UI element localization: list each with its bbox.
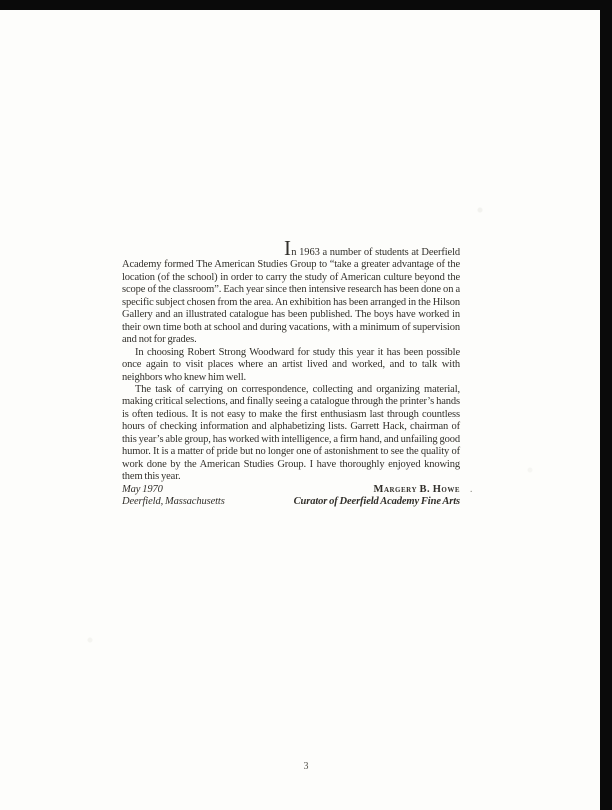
scan-edge-right <box>600 0 612 810</box>
scan-edge-top <box>0 0 612 10</box>
paragraph-task: The task of carrying on correspondence, collecting and organizing material, making critical selections, and finally seeing a catalogue through the printer’s hands is often tedious. It is not easy to make the first enthusiasm last through countless hours of checking information and alphabetizing lists. Garrett Hack, chairman of this year’s able group, has worked with intelligence, a firm hand, and unfailing good humor. It is a matter of pride but no longer one of astonishment to see the quality of work done by the American Studies Group. I have thoroughly enjoyed knowing them this year. <box>122 383 460 483</box>
signature-title: Curator of Deerfield Academy Fine Arts <box>293 496 460 508</box>
signature-name <box>373 483 473 496</box>
lead-capital: I <box>284 236 292 260</box>
paragraph-woodward: In choosing Robert Strong Woodward for study this year it has been possible once again to visit places where an artist lived and worked, and to talk with neighbors who knew him well. <box>122 346 460 383</box>
signature-line-2 <box>122 496 460 508</box>
signature-line-1 <box>122 483 473 496</box>
paragraph-opening <box>122 236 460 347</box>
signature-place: Deerfield, Massachusetts <box>122 496 225 508</box>
page-number: 3 <box>303 761 309 772</box>
preface-text-block <box>122 236 473 509</box>
signature-name-text: Margery B. Howe <box>373 483 460 495</box>
paragraph-opening-text: n 1963 a number of students at Deerfield Academy formed The American Studies Group to “take a greater advantage of the location (of the school) in order to carry the study of American culture beyond the scope of the classroom”. Each year since then intensive research has been done on a specific subject chosen from the area. An exhibition has been arranged in the Hilson Gallery and an illustrated catalogue has been published. The boys have worked in their own time both at school and during vacations, with a minimum of supervision and not for grades. <box>122 247 460 346</box>
signature-date: May 1970 <box>122 483 163 495</box>
stray-ink-mark: . <box>469 483 473 495</box>
